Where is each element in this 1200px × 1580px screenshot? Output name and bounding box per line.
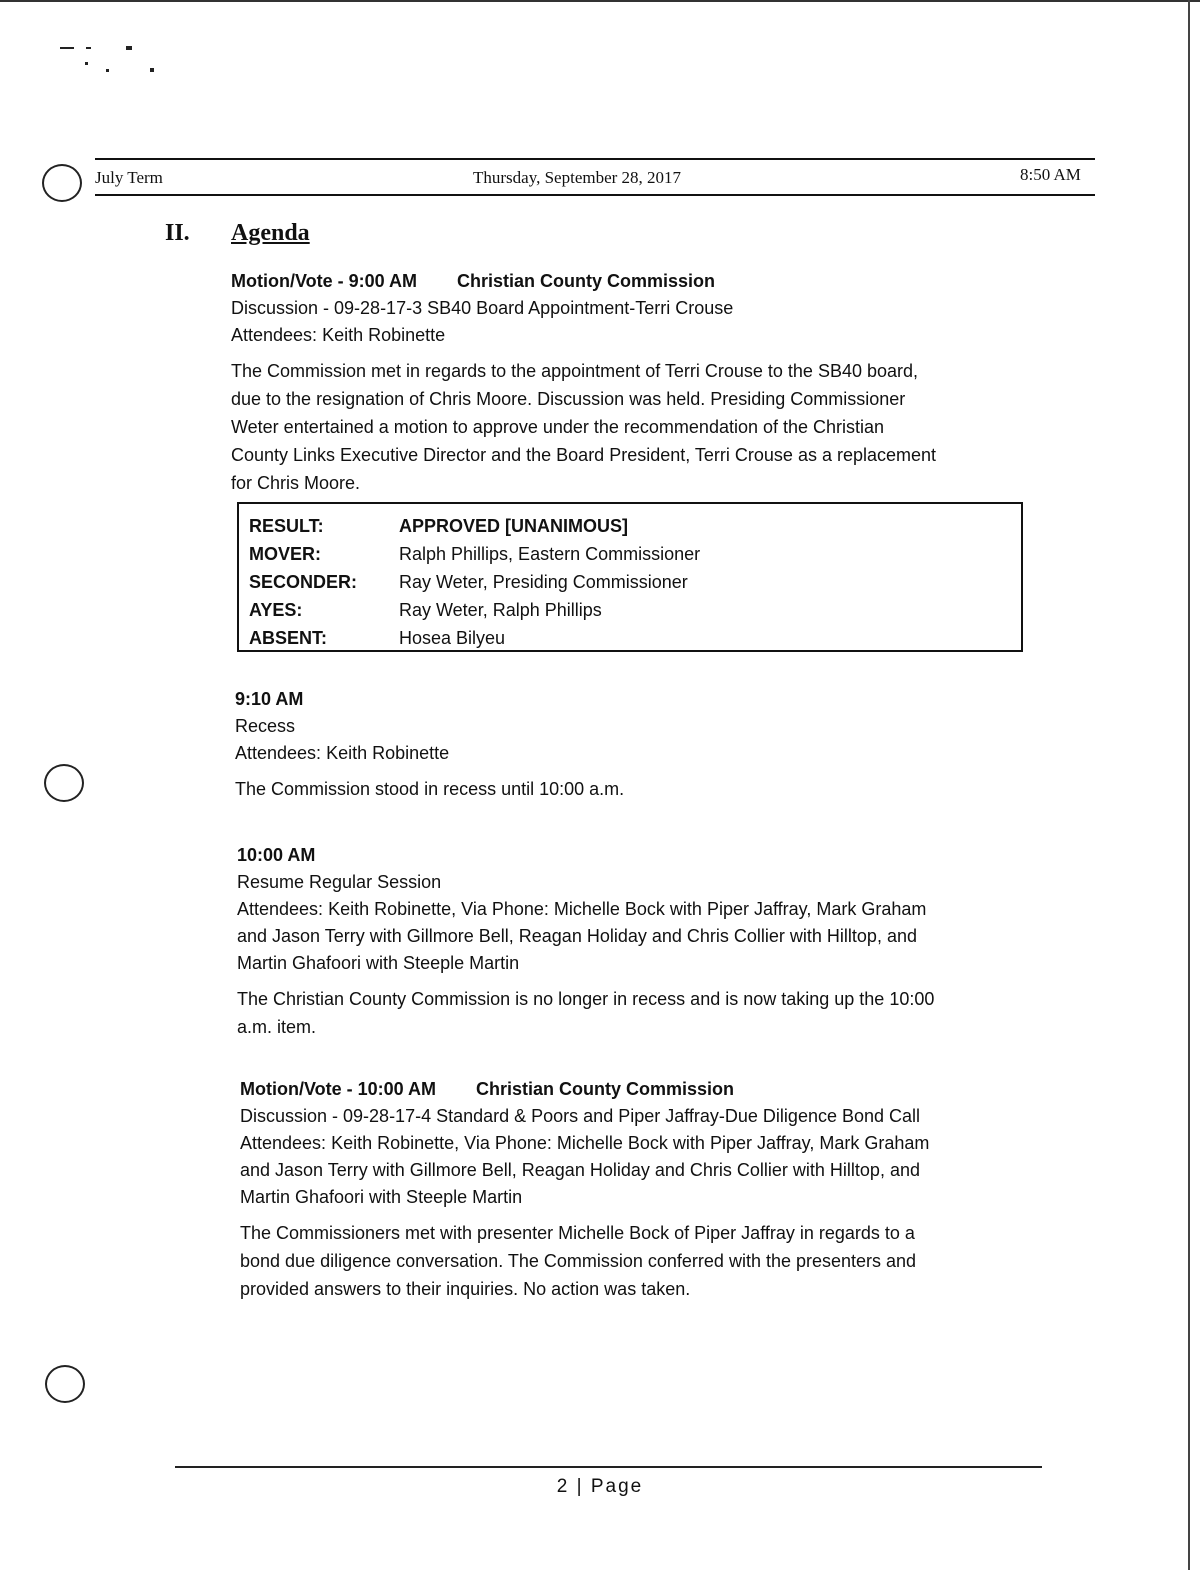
scan-speck [106, 69, 109, 72]
result-label: AYES: [249, 599, 303, 620]
item-attendees: Attendees: Keith Robinette [231, 325, 446, 345]
item-heading-prefix: Motion/Vote - 10:00 AM [240, 1079, 437, 1099]
section-title: Agenda [231, 220, 310, 246]
result-value: Ray Weter, Presiding Commissioner [399, 571, 688, 592]
footer-rule [175, 1466, 1042, 1468]
page-border-top [0, 0, 1200, 10]
scan-speck [126, 46, 132, 50]
result-row-mover [249, 540, 1021, 568]
agenda-item-2 [235, 686, 624, 803]
punch-hole-bottom [45, 1365, 85, 1403]
result-label: MOVER: [249, 543, 321, 564]
attendees-line: Martin Ghafoori with Steeple Martin [240, 1187, 523, 1207]
paragraph-line: bond due diligence conversation. The Commission conferred with the presenters and [240, 1251, 917, 1271]
agenda-item-4 [240, 1076, 929, 1303]
result-value: Ray Weter, Ralph Phillips [399, 599, 602, 620]
item-heading-body: Christian County Commission [476, 1079, 735, 1099]
item-attendees: Attendees: Keith Robinette [235, 743, 450, 763]
item-discussion: Discussion - 09-28-17-3 SB40 Board Appointment-Terri Crouse [231, 298, 734, 318]
paragraph-line: due to the resignation of Chris Moore. Discussion was held. Presiding Commissioner [231, 389, 906, 409]
attendees-line: Martin Ghafoori with Steeple Martin [237, 953, 520, 973]
result-label: ABSENT: [249, 627, 328, 648]
paragraph-line: a.m. item. [237, 1017, 317, 1037]
attendees-line: and Jason Terry with Gillmore Bell, Reagan Holiday and Chris Collier with Hilltop, and [237, 926, 917, 946]
agenda-item-1 [231, 268, 936, 497]
paragraph-line: Weter entertained a motion to approve under the recommendation of the Christian [231, 417, 885, 437]
result-row-seconder [249, 568, 1021, 596]
paragraph-line: The Commission met in regards to the appointment of Terri Crouse to the SB40 board, [231, 361, 919, 381]
result-row-absent [249, 624, 1021, 652]
item-discussion: Discussion - 09-28-17-4 Standard & Poors and Piper Jaffray-Due Diligence Bond Call [240, 1106, 921, 1126]
paragraph-line: provided answers to their inquiries. No action was taken. [240, 1279, 691, 1299]
scan-speck [85, 62, 88, 65]
item-paragraph [231, 357, 936, 497]
scan-speck [60, 47, 74, 49]
item-heading [240, 1076, 929, 1103]
paragraph-line: for Chris Moore. [231, 473, 361, 493]
item-heading-body: Christian County Commission [457, 271, 716, 291]
header-rule-top [95, 158, 1095, 160]
item-paragraph [240, 1219, 929, 1303]
paragraph-line: The Commissioners met with presenter Michelle Bock of Piper Jaffray in regards to a [240, 1223, 915, 1243]
item-subject: Resume Regular Session [237, 872, 442, 892]
header-date: Thursday, September 28, 2017 [473, 168, 682, 187]
attendees-line: Attendees: Keith Robinette, Via Phone: Michelle Bock with Piper Jaffray, Mark Graham [240, 1133, 930, 1153]
item-heading: 9:10 AM [235, 689, 304, 709]
attendees-line: Attendees: Keith Robinette, Via Phone: Michelle Bock with Piper Jaffray, Mark Graham [237, 899, 927, 919]
result-row-ayes [249, 596, 1021, 624]
vote-result-table [237, 502, 1023, 652]
header-rule-bottom [95, 194, 1095, 196]
item-heading: 10:00 AM [237, 845, 316, 865]
result-label: RESULT: [249, 515, 324, 536]
item-heading-prefix: Motion/Vote - 9:00 AM [231, 271, 417, 291]
scan-speck [150, 68, 154, 72]
item-paragraph [237, 985, 934, 1041]
attendees-line: and Jason Terry with Gillmore Bell, Reagan Holiday and Chris Collier with Hilltop, and [240, 1160, 920, 1180]
item-paragraph [235, 775, 624, 803]
section-number: II. [165, 220, 190, 246]
scan-speck [86, 47, 91, 49]
page-border-right [1188, 0, 1190, 1570]
header-term: July Term [95, 168, 163, 187]
result-value: Hosea Bilyeu [399, 627, 506, 648]
paragraph-line: The Christian County Commission is no longer in recess and is now taking up the 10:00 [237, 989, 935, 1009]
header-time: 8:50 AM [1020, 165, 1081, 184]
page-number: 2 | Page [556, 1476, 644, 1497]
agenda-item-3 [237, 842, 934, 1041]
result-label: SECONDER: [249, 571, 358, 592]
result-value: Ralph Phillips, Eastern Commissioner [399, 543, 701, 564]
punch-hole-middle [44, 764, 84, 802]
paragraph-line: County Links Executive Director and the Board President, Terri Crouse as a replacement [231, 445, 937, 465]
item-heading [231, 268, 936, 295]
paragraph-line: The Commission stood in recess until 10:00 a.m. [235, 779, 625, 799]
result-row-result [249, 512, 1021, 540]
item-subject: Recess [235, 716, 296, 736]
punch-hole-top [42, 164, 82, 202]
result-value: APPROVED [UNANIMOUS] [399, 515, 629, 536]
